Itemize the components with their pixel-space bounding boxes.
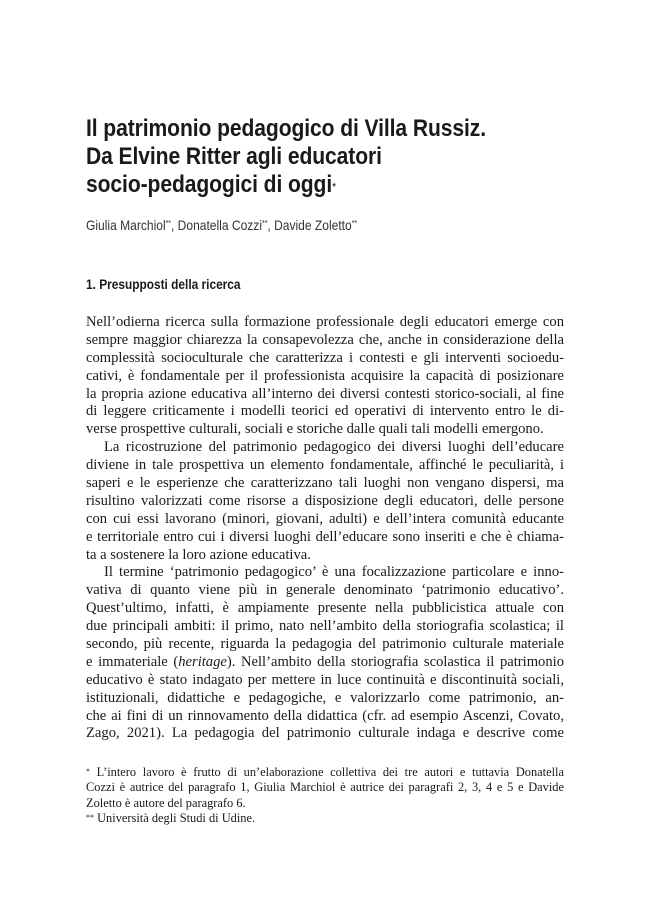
body-line: sempre maggior chiarezza la consapevolezza che, anche in considerazione della	[86, 331, 564, 348]
footnote-marker: **	[86, 812, 94, 822]
body-line: diviene in tale prospettiva un elemento fondamentale, affinché le peculiarità, i	[86, 457, 564, 474]
body-line: e territoriale entro cui i diversi luoghi dell’educare sono inseriti e che è chiama-	[86, 528, 564, 545]
body-line: risultino valorizzati come risorse a disposizione degli educatori, delle persone	[86, 492, 564, 509]
body-line: cativi, è fondamentale per il professionista acquisire la capacità di posizionare	[86, 367, 564, 384]
footnote-marker: *	[86, 767, 90, 776]
body-line: educativo è stato indagato per mettere in luce continuità e discontinuità sociali,	[86, 671, 564, 688]
title-footnote-marker: *	[332, 180, 337, 194]
footnotes	[86, 765, 564, 826]
body-line: complessità socioculturale che caratterizza i contesti e gli interventi socioedu-	[86, 349, 564, 366]
body-line: Nell’odierna ricerca sulla formazione professionale degli educatori emerge con	[86, 314, 564, 330]
footnote-line	[86, 811, 564, 826]
body-line: Zago, 2021). La pedagogia del patrimonio culturale indaga e descrive come	[86, 725, 564, 742]
body-line: ta a sostenere la loro azione educativa.	[86, 546, 311, 563]
body-line: secondo, più recente, riguarda la pedagogia del patrimonio culturale materiale	[86, 636, 564, 653]
title-line: Il patrimonio pedagogico di Villa Russiz.	[86, 115, 486, 142]
title-line	[86, 171, 516, 199]
section-heading: 1. Presupposti della ricerca	[86, 277, 241, 292]
author-affiliation-marker: **	[165, 219, 171, 228]
author-affiliation-marker: **	[351, 219, 358, 228]
article-title	[86, 115, 516, 199]
footnote-line	[86, 765, 564, 780]
footnote-text: Università degli Studi di Udine.	[97, 810, 256, 825]
body-line: la propria azione educativa all’interno dei diversi contesti storico-sociali, al fine	[86, 385, 564, 402]
body-line: Quest’ultimo, infatti, è ampiamente presente nella pubblicistica attuale con	[86, 600, 564, 617]
body-line: di leggere criticamente i modelli teorici ed operativi di intervento entro le di-	[86, 403, 564, 420]
author-separator: ,	[267, 217, 275, 233]
body-line: saperi e le esperienze che caratterizzano tali luoghi non vengano dispersi, ma	[86, 475, 564, 492]
body-line: vativa di quanto viene più in generale denominato ‘patrimonio educativo’.	[86, 582, 564, 599]
body-line: La ricostruzione del patrimonio pedagogico dei diversi luoghi dell’educare	[104, 439, 564, 456]
body-line: verse prospettive culturali, sociali e storiche dalle quali tali modelli emergono.	[86, 421, 544, 438]
author-name: Donatella Cozzi	[177, 217, 263, 233]
body-line: istituzionali, didattiche e pedagogiche, e valorizzarlo come patrimonio, an-	[86, 689, 564, 706]
footnote-line: Cozzi è autrice del paragrafo 1, Giulia Marchiol è autrice dei paragrafi 2, 3, 4 e 5 e Davide	[86, 780, 564, 795]
author-list	[86, 216, 357, 234]
title-line-text: socio-pedagogici di oggi	[86, 171, 333, 198]
author-name: Davide Zoletto	[274, 217, 352, 233]
footnote-text: L’intero lavoro è frutto di un’elaborazione collettiva dei tre autori e tuttavia Donatella	[96, 765, 564, 779]
body-line: che ai fini di un rinnovamento della didattica (cfr. ad esempio Ascenzi, Covato,	[86, 707, 564, 724]
body-line: Il termine ‘patrimonio pedagogico’ è una focalizzazione particolare e inno-	[104, 564, 564, 581]
author-name: Giulia Marchiol	[86, 217, 166, 233]
italic-term: heritage	[178, 653, 227, 670]
author-affiliation-marker: **	[262, 219, 268, 228]
body-line: con cui essi lavorano (minori, giovani, adulti) e dell’intera comunità educante	[86, 510, 564, 527]
footnote-line: Zoletto è autore del paragrafo 6.	[86, 795, 246, 810]
body-text	[86, 314, 564, 743]
body-line: due principali ambiti: il primo, nato nell’ambito della storiografia scolastica; il	[86, 618, 564, 635]
title-line: Da Elvine Ritter agli educatori	[86, 143, 382, 170]
author-separator: ,	[170, 217, 178, 233]
body-line: e immateriale (heritage). Nell’ambito della storiografia scolastica il patrimonio	[86, 653, 564, 670]
